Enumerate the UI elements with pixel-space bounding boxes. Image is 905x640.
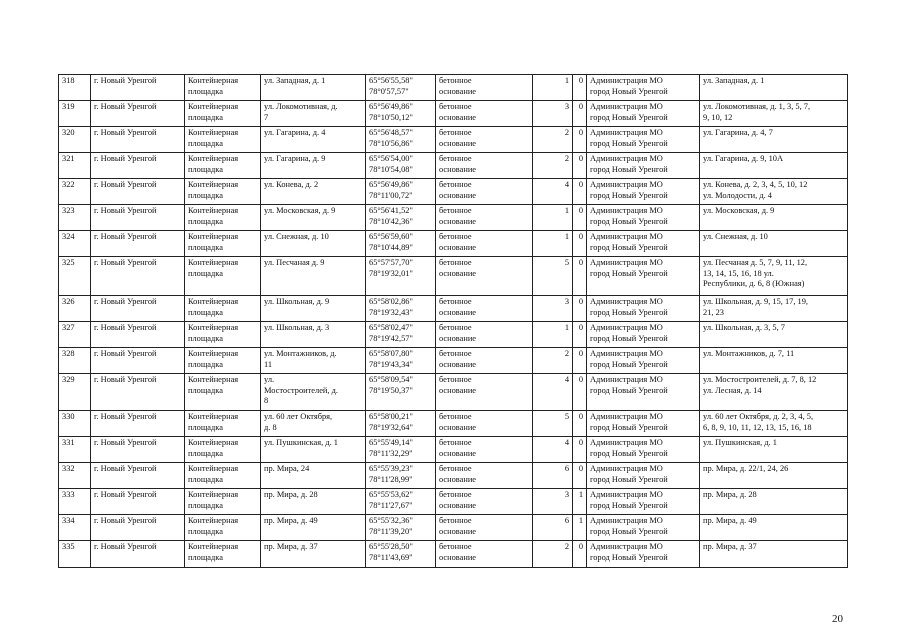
cell-locality: г. Новый Уренгой bbox=[91, 437, 185, 463]
cell-coordinates: 65°58'09,54" 78°19'50,37" bbox=[366, 374, 436, 411]
cell-large-container-count: 1 bbox=[573, 515, 587, 541]
cell-owner: Администрация МО город Новый Уренгой bbox=[587, 257, 700, 296]
cell-site-address: ул. Локомотивная, д. 7 bbox=[261, 101, 366, 127]
cell-large-container-count: 0 bbox=[573, 179, 587, 205]
cell-site-type: Контейнерная площадка bbox=[185, 296, 261, 322]
cell-surface-type: бетонное основание bbox=[436, 231, 533, 257]
cell-site-type: Контейнерная площадка bbox=[185, 231, 261, 257]
cell-owner: Администрация МО город Новый Уренгой bbox=[587, 541, 700, 568]
cell-surface-type: бетонное основание bbox=[436, 348, 533, 374]
cell-owner: Администрация МО город Новый Уренгой bbox=[587, 153, 700, 179]
cell-locality: г. Новый Уренгой bbox=[91, 463, 185, 489]
cell-owner: Администрация МО город Новый Уренгой bbox=[587, 489, 700, 515]
cell-owner: Администрация МО город Новый Уренгой bbox=[587, 437, 700, 463]
cell-site-type: Контейнерная площадка bbox=[185, 322, 261, 348]
cell-large-container-count: 0 bbox=[573, 374, 587, 411]
cell-container-count: 1 bbox=[533, 75, 573, 101]
cell-container-count: 4 bbox=[533, 374, 573, 411]
cell-surface-type: бетонное основание bbox=[436, 515, 533, 541]
cell-site-type: Контейнерная площадка bbox=[185, 374, 261, 411]
cell-large-container-count: 1 bbox=[573, 489, 587, 515]
table-row bbox=[59, 515, 848, 541]
cell-large-container-count: 0 bbox=[573, 205, 587, 231]
cell-container-count: 6 bbox=[533, 515, 573, 541]
cell-served-objects: пр. Мира, д. 28 bbox=[700, 489, 848, 515]
cell-container-count: 3 bbox=[533, 101, 573, 127]
cell-site-address: ул. Школьная, д. 3 bbox=[261, 322, 366, 348]
cell-site-type: Контейнерная площадка bbox=[185, 205, 261, 231]
cell-site-address: ул. Пушкинская, д. 1 bbox=[261, 437, 366, 463]
cell-owner: Администрация МО город Новый Уренгой bbox=[587, 231, 700, 257]
cell-coordinates: 65°56'49,86" 78°10'50,12" bbox=[366, 101, 436, 127]
cell-container-count: 2 bbox=[533, 348, 573, 374]
table-row bbox=[59, 179, 848, 205]
cell-locality: г. Новый Уренгой bbox=[91, 231, 185, 257]
cell-coordinates: 65°58'07,80" 78°19'43,34" bbox=[366, 348, 436, 374]
cell-row-number: 329 bbox=[59, 374, 91, 411]
cell-large-container-count: 0 bbox=[573, 541, 587, 568]
cell-site-address: ул. Мостостроителей, д. 8 bbox=[261, 374, 366, 411]
cell-locality: г. Новый Уренгой bbox=[91, 374, 185, 411]
cell-coordinates: 65°58'00,21" 78°19'32,64" bbox=[366, 411, 436, 437]
cell-locality: г. Новый Уренгой bbox=[91, 179, 185, 205]
cell-large-container-count: 0 bbox=[573, 463, 587, 489]
cell-site-type: Контейнерная площадка bbox=[185, 489, 261, 515]
cell-owner: Администрация МО город Новый Уренгой bbox=[587, 75, 700, 101]
cell-site-type: Контейнерная площадка bbox=[185, 127, 261, 153]
table-row bbox=[59, 437, 848, 463]
cell-surface-type: бетонное основание bbox=[436, 127, 533, 153]
cell-coordinates: 65°56'54,00" 78°10'54,08" bbox=[366, 153, 436, 179]
cell-container-count: 2 bbox=[533, 127, 573, 153]
cell-owner: Администрация МО город Новый Уренгой bbox=[587, 463, 700, 489]
table-row bbox=[59, 374, 848, 411]
cell-served-objects: ул. Конева, д. 2, 3, 4, 5, 10, 12 ул. Молодости, д. 4 bbox=[700, 179, 848, 205]
table-row bbox=[59, 101, 848, 127]
table-row bbox=[59, 127, 848, 153]
cell-large-container-count: 0 bbox=[573, 437, 587, 463]
cell-coordinates: 65°56'41,52" 78°10'42,36" bbox=[366, 205, 436, 231]
cell-surface-type: бетонное основание bbox=[436, 75, 533, 101]
cell-site-address: ул. Конева, д. 2 bbox=[261, 179, 366, 205]
cell-site-type: Контейнерная площадка bbox=[185, 153, 261, 179]
cell-owner: Администрация МО город Новый Уренгой bbox=[587, 205, 700, 231]
cell-site-address: пр. Мира, 24 bbox=[261, 463, 366, 489]
cell-coordinates: 65°55'32,36" 78°11'39,20" bbox=[366, 515, 436, 541]
cell-row-number: 333 bbox=[59, 489, 91, 515]
cell-locality: г. Новый Уренгой bbox=[91, 101, 185, 127]
cell-locality: г. Новый Уренгой bbox=[91, 541, 185, 568]
page-number: 20 bbox=[832, 613, 843, 625]
cell-site-type: Контейнерная площадка bbox=[185, 75, 261, 101]
cell-row-number: 319 bbox=[59, 101, 91, 127]
cell-locality: г. Новый Уренгой bbox=[91, 75, 185, 101]
cell-row-number: 322 bbox=[59, 179, 91, 205]
cell-surface-type: бетонное основание bbox=[436, 374, 533, 411]
cell-site-type: Контейнерная площадка bbox=[185, 463, 261, 489]
cell-row-number: 320 bbox=[59, 127, 91, 153]
table-row bbox=[59, 75, 848, 101]
cell-row-number: 334 bbox=[59, 515, 91, 541]
cell-row-number: 332 bbox=[59, 463, 91, 489]
cell-large-container-count: 0 bbox=[573, 257, 587, 296]
cell-locality: г. Новый Уренгой bbox=[91, 296, 185, 322]
cell-container-count: 5 bbox=[533, 411, 573, 437]
table-row bbox=[59, 231, 848, 257]
cell-large-container-count: 0 bbox=[573, 296, 587, 322]
table-row bbox=[59, 153, 848, 179]
cell-locality: г. Новый Уренгой bbox=[91, 257, 185, 296]
table-row bbox=[59, 257, 848, 296]
cell-container-count: 1 bbox=[533, 231, 573, 257]
cell-container-count: 6 bbox=[533, 463, 573, 489]
cell-site-address: ул. Московская, д. 9 bbox=[261, 205, 366, 231]
cell-container-count: 3 bbox=[533, 489, 573, 515]
cell-large-container-count: 0 bbox=[573, 411, 587, 437]
cell-large-container-count: 0 bbox=[573, 231, 587, 257]
cell-served-objects: ул. Пушкинская, д. 1 bbox=[700, 437, 848, 463]
cell-surface-type: бетонное основание bbox=[436, 489, 533, 515]
cell-served-objects: ул. Снежная, д. 10 bbox=[700, 231, 848, 257]
cell-surface-type: бетонное основание bbox=[436, 179, 533, 205]
cell-large-container-count: 0 bbox=[573, 75, 587, 101]
cell-owner: Администрация МО город Новый Уренгой bbox=[587, 374, 700, 411]
cell-surface-type: бетонное основание bbox=[436, 411, 533, 437]
cell-served-objects: пр. Мира, д. 22/1, 24, 26 bbox=[700, 463, 848, 489]
cell-site-type: Контейнерная площадка bbox=[185, 348, 261, 374]
cell-locality: г. Новый Уренгой bbox=[91, 411, 185, 437]
cell-owner: Администрация МО город Новый Уренгой bbox=[587, 296, 700, 322]
table-row bbox=[59, 205, 848, 231]
cell-coordinates: 65°55'53,62" 78°11'27,67" bbox=[366, 489, 436, 515]
table-row bbox=[59, 411, 848, 437]
cell-coordinates: 65°58'02,47" 78°19'42,57" bbox=[366, 322, 436, 348]
cell-row-number: 326 bbox=[59, 296, 91, 322]
cell-coordinates: 65°56'49,86" 78°11'00,72" bbox=[366, 179, 436, 205]
cell-locality: г. Новый Уренгой bbox=[91, 348, 185, 374]
cell-large-container-count: 0 bbox=[573, 153, 587, 179]
cell-served-objects: ул. Монтажников, д. 7, 11 bbox=[700, 348, 848, 374]
cell-surface-type: бетонное основание bbox=[436, 541, 533, 568]
cell-locality: г. Новый Уренгой bbox=[91, 205, 185, 231]
cell-site-type: Контейнерная площадка bbox=[185, 179, 261, 205]
cell-owner: Администрация МО город Новый Уренгой bbox=[587, 348, 700, 374]
cell-served-objects: ул. Мостостроителей, д. 7, 8, 12 ул. Лесная, д. 14 bbox=[700, 374, 848, 411]
cell-surface-type: бетонное основание bbox=[436, 153, 533, 179]
cell-owner: Администрация МО город Новый Уренгой bbox=[587, 322, 700, 348]
cell-container-count: 4 bbox=[533, 437, 573, 463]
cell-site-address: пр. Мира, д. 28 bbox=[261, 489, 366, 515]
cell-site-type: Контейнерная площадка bbox=[185, 257, 261, 296]
cell-owner: Администрация МО город Новый Уренгой bbox=[587, 411, 700, 437]
cell-site-address: ул. Западная, д. 1 bbox=[261, 75, 366, 101]
cell-large-container-count: 0 bbox=[573, 348, 587, 374]
cell-owner: Администрация МО город Новый Уренгой bbox=[587, 179, 700, 205]
cell-row-number: 327 bbox=[59, 322, 91, 348]
cell-row-number: 335 bbox=[59, 541, 91, 568]
cell-owner: Администрация МО город Новый Уренгой bbox=[587, 101, 700, 127]
cell-owner: Администрация МО город Новый Уренгой bbox=[587, 127, 700, 153]
table-row bbox=[59, 489, 848, 515]
cell-served-objects: ул. Западная, д. 1 bbox=[700, 75, 848, 101]
cell-coordinates: 65°56'55,58" 78°0'57,57" bbox=[366, 75, 436, 101]
cell-served-objects: ул. Московская, д. 9 bbox=[700, 205, 848, 231]
cell-site-address: ул. Гагарина, д. 4 bbox=[261, 127, 366, 153]
cell-coordinates: 65°58'02,86" 78°19'32,43" bbox=[366, 296, 436, 322]
cell-owner: Администрация МО город Новый Уренгой bbox=[587, 515, 700, 541]
cell-large-container-count: 0 bbox=[573, 322, 587, 348]
cell-container-count: 1 bbox=[533, 322, 573, 348]
cell-site-type: Контейнерная площадка bbox=[185, 101, 261, 127]
cell-site-type: Контейнерная площадка bbox=[185, 541, 261, 568]
cell-site-type: Контейнерная площадка bbox=[185, 515, 261, 541]
cell-site-address: пр. Мира, д. 37 bbox=[261, 541, 366, 568]
cell-row-number: 330 bbox=[59, 411, 91, 437]
cell-coordinates: 65°55'49,14" 78°11'32,29" bbox=[366, 437, 436, 463]
cell-served-objects: пр. Мира, д. 49 bbox=[700, 515, 848, 541]
cell-site-address: ул. 60 лет Октября, д. 8 bbox=[261, 411, 366, 437]
cell-site-address: ул. Гагарина, д. 9 bbox=[261, 153, 366, 179]
cell-locality: г. Новый Уренгой bbox=[91, 127, 185, 153]
cell-surface-type: бетонное основание bbox=[436, 257, 533, 296]
cell-surface-type: бетонное основание bbox=[436, 101, 533, 127]
cell-container-count: 5 bbox=[533, 257, 573, 296]
table-row bbox=[59, 348, 848, 374]
cell-served-objects: ул. Гагарина, д. 4, 7 bbox=[700, 127, 848, 153]
cell-site-address: ул. Снежная, д. 10 bbox=[261, 231, 366, 257]
cell-served-objects: пр. Мира, д. 37 bbox=[700, 541, 848, 568]
cell-container-count: 2 bbox=[533, 541, 573, 568]
cell-site-type: Контейнерная площадка bbox=[185, 437, 261, 463]
table-row bbox=[59, 296, 848, 322]
cell-row-number: 321 bbox=[59, 153, 91, 179]
cell-large-container-count: 0 bbox=[573, 101, 587, 127]
cell-coordinates: 65°55'28,50" 78°11'43,69" bbox=[366, 541, 436, 568]
table-row bbox=[59, 322, 848, 348]
cell-served-objects: ул. 60 лет Октября, д. 2, 3, 4, 5, 6, 8, 9, 10, 11, 12, 13, 15, 16, 18 bbox=[700, 411, 848, 437]
cell-site-address: ул. Монтажников, д. 11 bbox=[261, 348, 366, 374]
cell-served-objects: ул. Гагарина, д. 9, 10А bbox=[700, 153, 848, 179]
cell-large-container-count: 0 bbox=[573, 127, 587, 153]
cell-row-number: 318 bbox=[59, 75, 91, 101]
cell-site-address: ул. Песчаная д. 9 bbox=[261, 257, 366, 296]
cell-container-count: 4 bbox=[533, 179, 573, 205]
cell-locality: г. Новый Уренгой bbox=[91, 489, 185, 515]
register-table bbox=[58, 74, 848, 568]
cell-surface-type: бетонное основание bbox=[436, 437, 533, 463]
cell-coordinates: 65°55'39,23" 78°11'28,99" bbox=[366, 463, 436, 489]
cell-site-address: ул. Школьная, д. 9 bbox=[261, 296, 366, 322]
cell-served-objects: ул. Песчаная д. 5, 7, 9, 11, 12, 13, 14, 15, 16, 18 ул. Республики, д. 6, 8 (Южная) bbox=[700, 257, 848, 296]
cell-row-number: 325 bbox=[59, 257, 91, 296]
cell-surface-type: бетонное основание bbox=[436, 205, 533, 231]
cell-site-address: пр. Мира, д. 49 bbox=[261, 515, 366, 541]
table-row bbox=[59, 541, 848, 568]
cell-served-objects: ул. Локомотивная, д. 1, 3, 5, 7, 9, 10, 12 bbox=[700, 101, 848, 127]
table-row bbox=[59, 463, 848, 489]
cell-row-number: 328 bbox=[59, 348, 91, 374]
cell-row-number: 324 bbox=[59, 231, 91, 257]
cell-coordinates: 65°56'59,60" 78°10'44,89" bbox=[366, 231, 436, 257]
cell-locality: г. Новый Уренгой bbox=[91, 322, 185, 348]
cell-surface-type: бетонное основание bbox=[436, 296, 533, 322]
cell-row-number: 323 bbox=[59, 205, 91, 231]
cell-served-objects: ул. Школьная, д. 3, 5, 7 bbox=[700, 322, 848, 348]
cell-coordinates: 65°56'48,57" 78°10'56,86" bbox=[366, 127, 436, 153]
cell-container-count: 3 bbox=[533, 296, 573, 322]
cell-served-objects: ул. Школьная, д. 9, 15, 17, 19, 21, 23 bbox=[700, 296, 848, 322]
cell-locality: г. Новый Уренгой bbox=[91, 515, 185, 541]
cell-coordinates: 65°57'57,70" 78°19'32,01" bbox=[366, 257, 436, 296]
cell-surface-type: бетонное основание bbox=[436, 322, 533, 348]
cell-row-number: 331 bbox=[59, 437, 91, 463]
cell-locality: г. Новый Уренгой bbox=[91, 153, 185, 179]
cell-container-count: 2 bbox=[533, 153, 573, 179]
cell-container-count: 1 bbox=[533, 205, 573, 231]
cell-surface-type: бетонное основание bbox=[436, 463, 533, 489]
cell-site-type: Контейнерная площадка bbox=[185, 411, 261, 437]
